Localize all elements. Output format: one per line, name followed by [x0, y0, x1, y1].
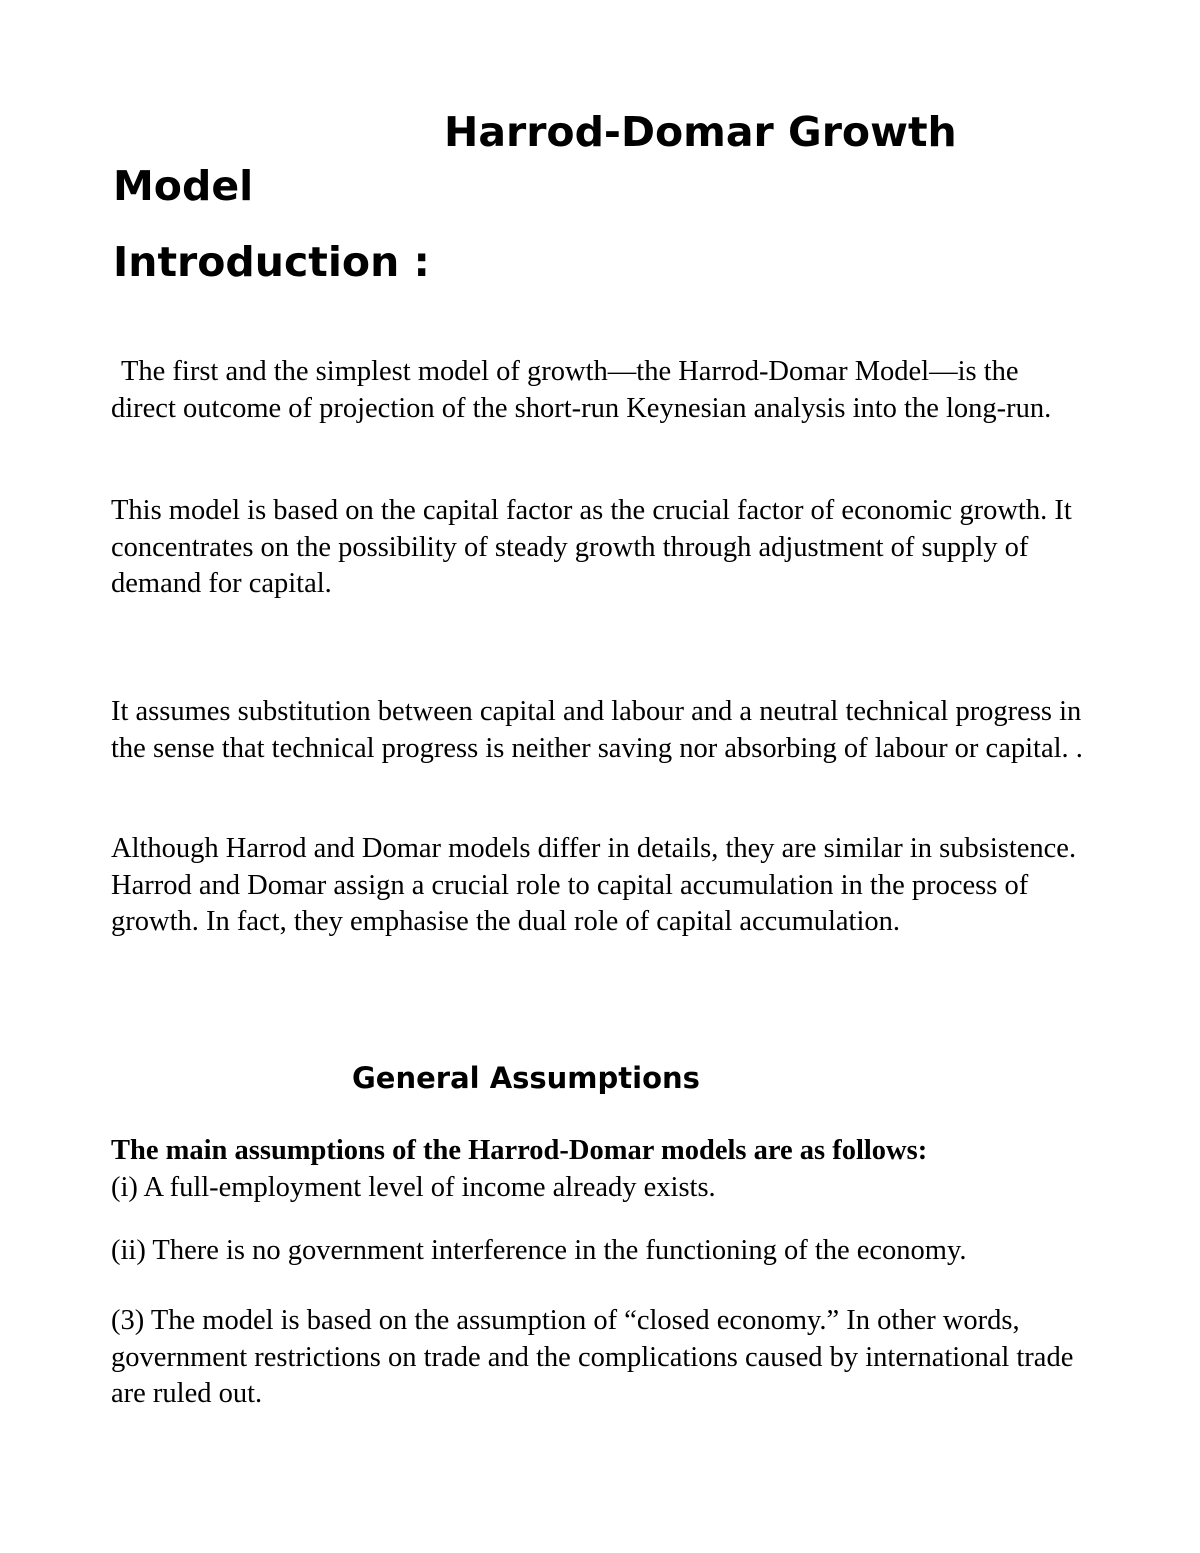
assumptions-block [111, 1133, 1086, 1206]
general-assumptions-heading: General Assumptions [352, 1061, 700, 1095]
title-line-2: Model [113, 162, 254, 210]
introduction-heading: Introduction : [113, 238, 430, 286]
assumptions-intro: The main assumptions of the Harrod-Domar models are as follows: [111, 1135, 928, 1166]
title-line-1: Harrod-Domar Growth [444, 108, 957, 156]
paragraph-2: This model is based on the capital factor as the crucial factor of economic growth. It concentrates on the possibility of steady growth through adjustment of supply of demand for capital. [111, 495, 1072, 599]
assumption-item-2: (ii) There is no government interference in the functioning of the economy. [111, 1235, 967, 1266]
paragraph-3: It assumes substitution between capital and labour and a neutral technical progress in the sense that technical progress is neither saving nor absorbing of labour or capital. . [111, 696, 1083, 764]
assumption-item-3: (3) The model is based on the assumption of “closed economy.” In other words, government restrictions on trade and the complications caused by international trade are ruled out. [111, 1305, 1074, 1409]
paragraph-4: Although Harrod and Domar models differ in details, they are similar in subsistence. Harrod and Domar assign a crucial role to capital accumulation in the process of growth. In fact, they emphasise the dual role of capital accumulation. [111, 833, 1077, 937]
assumption-item-1: (i) A full-employment level of income already exists. [111, 1171, 716, 1203]
paragraph-1: The first and the simplest model of growth—the Harrod-Domar Model—is the direct outcome of projection of the short-run Keynesian analysis into the long-run. [111, 356, 1052, 424]
